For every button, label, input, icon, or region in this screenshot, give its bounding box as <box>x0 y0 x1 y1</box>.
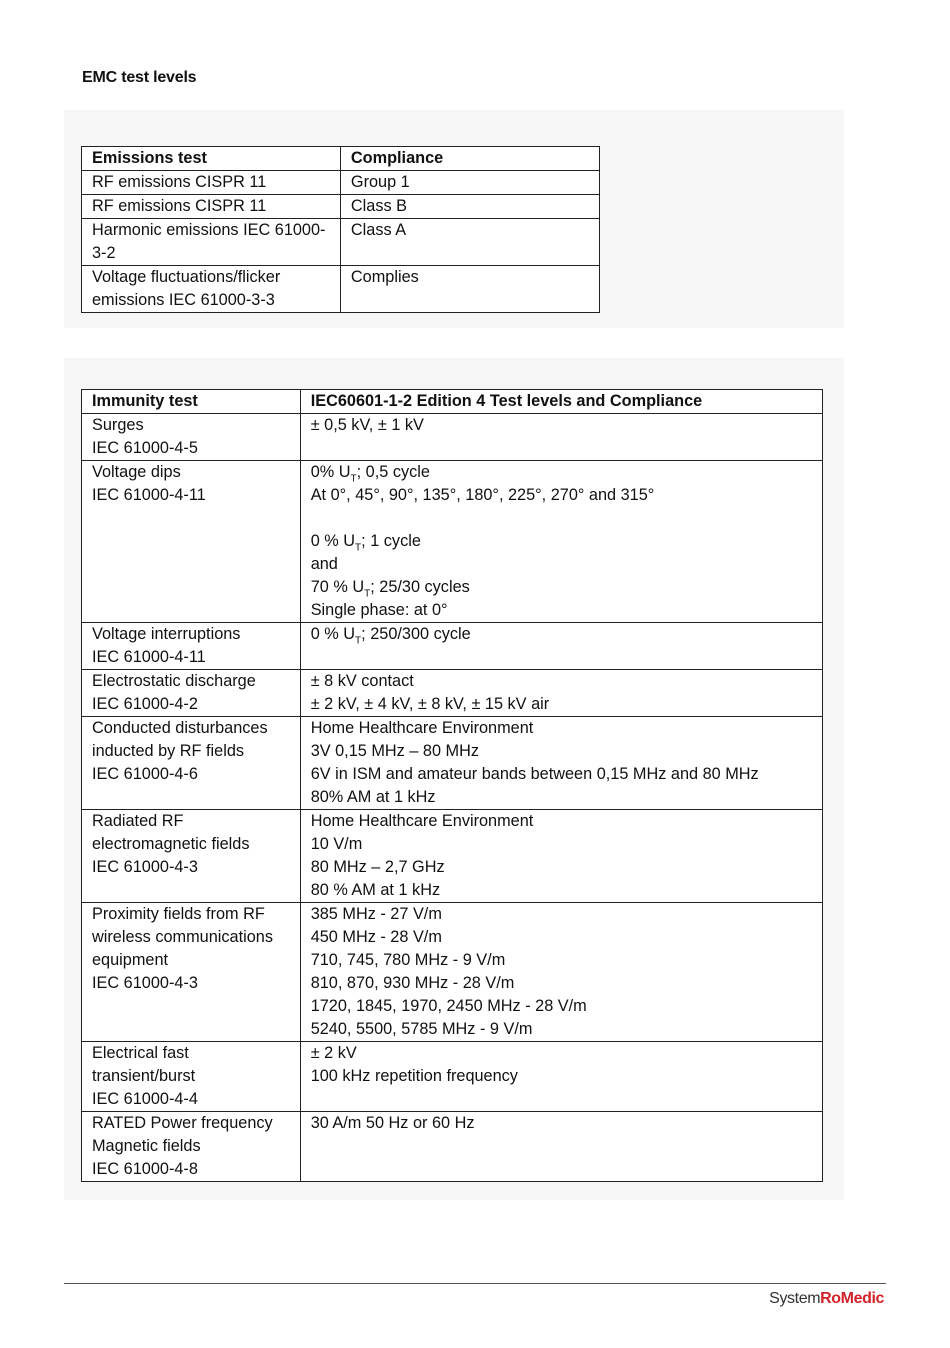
emissions-compliance-cell <box>340 195 599 219</box>
immunity-header-level: IEC60601-1-2 Edition 4 Test levels and Compliance <box>300 390 822 414</box>
cell-line: Complies <box>350 268 419 286</box>
immunity-test-cell <box>82 414 301 461</box>
cell-line: 710, 745, 780 MHz - 9 V/m <box>310 951 506 969</box>
cell-line: Magnetic fields <box>92 1137 201 1155</box>
emissions-row <box>82 219 600 266</box>
immunity-test-cell <box>82 810 301 903</box>
cell-line: RF emissions CISPR 11 <box>92 197 267 215</box>
emissions-compliance-cell <box>340 171 599 195</box>
cell-line: ± 2 kV, ± 4 kV, ± 8 kV, ± 15 kV air <box>310 695 550 713</box>
immunity-row <box>82 1112 823 1182</box>
cell-line: and <box>310 555 338 573</box>
emissions-row <box>82 171 600 195</box>
cell-line: equipment <box>92 951 169 969</box>
immunity-header-test: Immunity test <box>82 390 301 414</box>
cell-line: Group 1 <box>350 173 410 191</box>
immunity-test-cell <box>82 461 301 623</box>
cell-line: inducted by RF fields <box>92 742 245 760</box>
cell-line: Proximity fields from RF <box>92 905 265 923</box>
cell-line: ± 0,5 kV, ± 1 kV <box>310 416 424 434</box>
cell-line: 3-2 <box>92 244 116 262</box>
immunity-level-cell <box>300 810 822 903</box>
immunity-test-cell <box>82 903 301 1042</box>
cell-line: 30 A/m 50 Hz or 60 Hz <box>310 1114 475 1132</box>
cell-line: RF emissions CISPR 11 <box>92 173 267 191</box>
immunity-level-cell <box>300 1042 822 1112</box>
cell-line: 80% AM at 1 kHz <box>310 788 436 806</box>
cell-line: Class B <box>350 197 408 215</box>
cell-line: IEC 61000-4-6 <box>92 765 198 783</box>
cell-line: Class A <box>350 221 407 239</box>
cell-line: Electrostatic discharge <box>92 672 256 690</box>
cell-line: ± 2 kV <box>310 1044 357 1062</box>
page-title: EMC test levels <box>82 69 197 86</box>
immunity-level-cell <box>300 717 822 810</box>
cell-line: 0 % $U_T$; 250/300 cycle <box>310 625 471 647</box>
immunity-row <box>82 414 823 461</box>
cell-line: 810, 870, 930 MHz - 28 V/m <box>310 974 515 992</box>
immunity-level-cell <box>300 623 822 670</box>
cell-line: 0% $U_T$; 0,5 cycle <box>310 463 430 485</box>
immunity-table <box>81 389 823 1182</box>
cell-line: Voltage fluctuations/flicker <box>92 268 281 286</box>
immunity-test-cell <box>82 717 301 810</box>
cell-line: Single phase: at 0° <box>310 601 448 619</box>
immunity-row <box>82 461 823 623</box>
brand-logo <box>769 1290 884 1308</box>
footer-divider <box>64 1283 886 1284</box>
emissions-row <box>82 195 600 219</box>
cell-line: transient/burst <box>92 1067 196 1085</box>
cell-line: IEC 61000-4-5 <box>92 439 198 457</box>
immunity-test-cell <box>82 623 301 670</box>
cell-line: IEC 61000-4-11 <box>92 486 206 504</box>
immunity-test-cell <box>82 1112 301 1182</box>
cell-line: 3V 0,15 MHz – 80 MHz <box>310 742 479 760</box>
immunity-level-cell <box>300 414 822 461</box>
emissions-header-compliance: Compliance <box>340 147 599 171</box>
cell-line: IEC 61000-4-2 <box>92 695 198 713</box>
immunity-level-cell <box>300 670 822 717</box>
logo-text-system: System <box>769 1290 821 1307</box>
cell-line: wireless communications <box>92 928 273 946</box>
cell-line: 80 MHz – 2,7 GHz <box>310 858 445 876</box>
cell-line: IEC 61000-4-11 <box>92 648 206 666</box>
emissions-header-row <box>82 147 600 171</box>
cell-line: Home Healthcare Environment <box>310 812 534 830</box>
emissions-compliance-cell <box>340 219 599 266</box>
cell-line: Electrical fast <box>92 1044 189 1062</box>
emissions-test-cell <box>82 195 341 219</box>
immunity-test-cell <box>82 670 301 717</box>
immunity-row <box>82 810 823 903</box>
cell-line: 80 % AM at 1 kHz <box>310 881 441 899</box>
cell-line: Conducted disturbances <box>92 719 268 737</box>
cell-line: IEC 61000-4-3 <box>92 858 198 876</box>
cell-line: At 0°, 45°, 90°, 135°, 180°, 225°, 270° and 315° <box>310 486 655 504</box>
cell-line: Voltage dips <box>92 463 181 481</box>
emissions-row <box>82 266 600 313</box>
cell-line: 10 V/m <box>310 835 363 853</box>
emissions-compliance-cell <box>340 266 599 313</box>
cell-line: Voltage interruptions <box>92 625 241 643</box>
immunity-row <box>82 903 823 1042</box>
immunity-row <box>82 623 823 670</box>
cell-line <box>311 507 822 530</box>
immunity-level-cell <box>300 903 822 1042</box>
cell-line: IEC 61000-4-3 <box>92 974 198 992</box>
cell-line: 385 MHz - 27 V/m <box>310 905 442 923</box>
cell-line: electromagnetic fields <box>92 835 250 853</box>
cell-line: 1720, 1845, 1970, 2450 MHz - 28 V/m <box>310 997 587 1015</box>
emissions-test-cell <box>82 219 341 266</box>
cell-line: Harmonic emissions IEC 61000- <box>92 221 326 239</box>
cell-line: 0 % $U_T$; 1 cycle <box>310 532 421 554</box>
immunity-header-row <box>82 390 823 414</box>
cell-line: emissions IEC 61000-3-3 <box>92 291 275 309</box>
cell-line: Home Healthcare Environment <box>310 719 534 737</box>
cell-line: 450 MHz - 28 V/m <box>310 928 442 946</box>
cell-line: 5240, 5500, 5785 MHz - 9 V/m <box>310 1020 533 1038</box>
cell-line: RATED Power frequency <box>92 1114 273 1132</box>
cell-line: 70 % $U_T$; 25/30 cycles <box>310 578 470 600</box>
emissions-table <box>81 146 600 313</box>
cell-line: Radiated RF <box>92 812 184 830</box>
emissions-test-cell <box>82 266 341 313</box>
immunity-level-cell <box>300 1112 822 1182</box>
cell-line: IEC 61000-4-8 <box>92 1160 198 1178</box>
logo-text-romedic: RoMedic <box>820 1290 884 1307</box>
cell-line: Surges <box>92 416 144 434</box>
emissions-header-test: Emissions test <box>82 147 341 171</box>
immunity-test-cell <box>82 1042 301 1112</box>
immunity-row <box>82 717 823 810</box>
cell-line: IEC 61000-4-4 <box>92 1090 198 1108</box>
immunity-level-cell <box>300 461 822 623</box>
immunity-row <box>82 1042 823 1112</box>
cell-line: ± 8 kV contact <box>310 672 414 690</box>
cell-line: 6V in ISM and amateur bands between 0,15 MHz and 80 MHz <box>310 765 759 783</box>
cell-line: 100 kHz repetition frequency <box>310 1067 518 1085</box>
emissions-test-cell <box>82 171 341 195</box>
immunity-row <box>82 670 823 717</box>
